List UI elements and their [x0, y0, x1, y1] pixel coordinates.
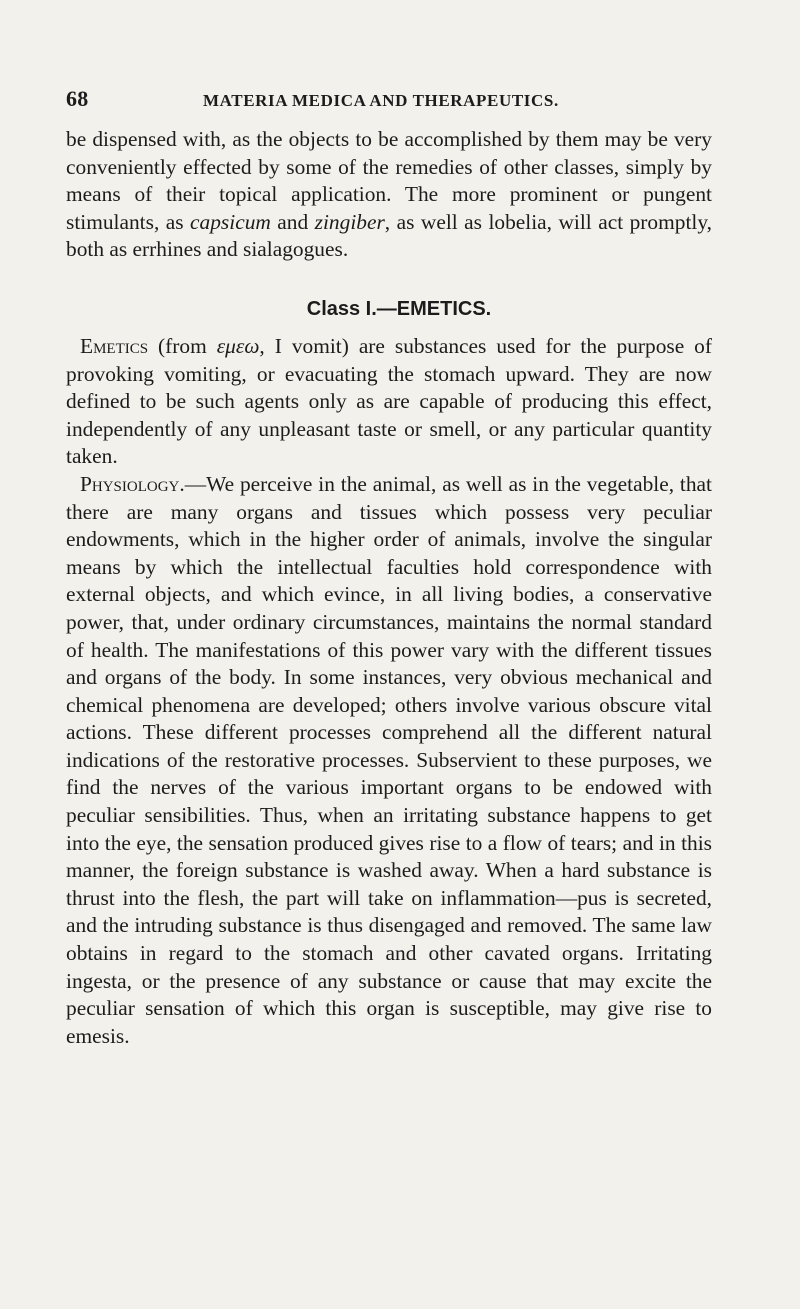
physiology-lead: Physiology. [80, 471, 185, 496]
running-head [66, 86, 712, 112]
capsicum-term: capsicum [190, 209, 271, 234]
physiology-paragraph [66, 471, 712, 1050]
page-number: 68 [66, 86, 89, 111]
emetics-paragraph [66, 333, 712, 471]
intro-text-2: and [270, 209, 315, 234]
physiology-text: —We perceive in the animal, as well as in the vegetable, that there are many organs and tissues which possess very peculiar endowments, which in the higher order of animals, involve the singular means by which the intellectual faculties hold correspondence with external objects, and which evince, in all living bodies, a conservative power, that, under ordinary circumstances, maintains the normal standard of health. The manifestations of this power vary with the different tissues and organs of the body. In some instances, very obvious mechanical and chemical phenomena are developed; others involve various obscure vital actions. These different processes comprehend all the different natural indications of the restorative processes. Subservient to these purposes, we find the nerves of the various important organs to be endowed with peculiar sensibilities. Thus, when an irritating substance happens to get into the eye, the sensation produced gives rise to a flow of tears; and in this manner, the foreign substance is washed away. When a hard substance is thrust into the flesh, the part will take on inflammation—pus is secreted, and the intruding substance is thus disengaged and removed. The same law obtains in regard to the stomach and other cavated organs. Irritating ingesta, or the presence of any substance or cause that may excite the peculiar sensation of which this organ is susceptible, may give rise to emesis. [66, 471, 712, 1048]
emetics-text-1: (from [148, 333, 217, 358]
intro-text-3: , as well as lobelia, will act promptly, both as errhines and sialagogues. [66, 209, 712, 262]
section-heading: Class I.—EMETICS. [306, 297, 492, 320]
intro-text-1: be dispensed with, as the objects to be accomplished by them may be very conveniently effected by some of the remedies of other classes, simply by means of their topical application. The more prominent or pungent stimulants, as [66, 127, 712, 234]
greek-word: εμεω [216, 333, 260, 358]
intro-paragraph [66, 126, 712, 264]
emetics-text-2: , I vomit) are substances used for the purpose of provoking vomiting, or evacuating the stomach upward. They are now defined to be such agents only as are capable of producing this effect, independently of any unpleasant taste or smell, or any particular quantity taken. [66, 333, 713, 469]
zingiber-term: zingiber [314, 209, 385, 234]
running-title: MATERIA MEDICA AND THERAPEUTICS. [203, 91, 559, 110]
emetics-lead: Emetics [80, 333, 149, 358]
